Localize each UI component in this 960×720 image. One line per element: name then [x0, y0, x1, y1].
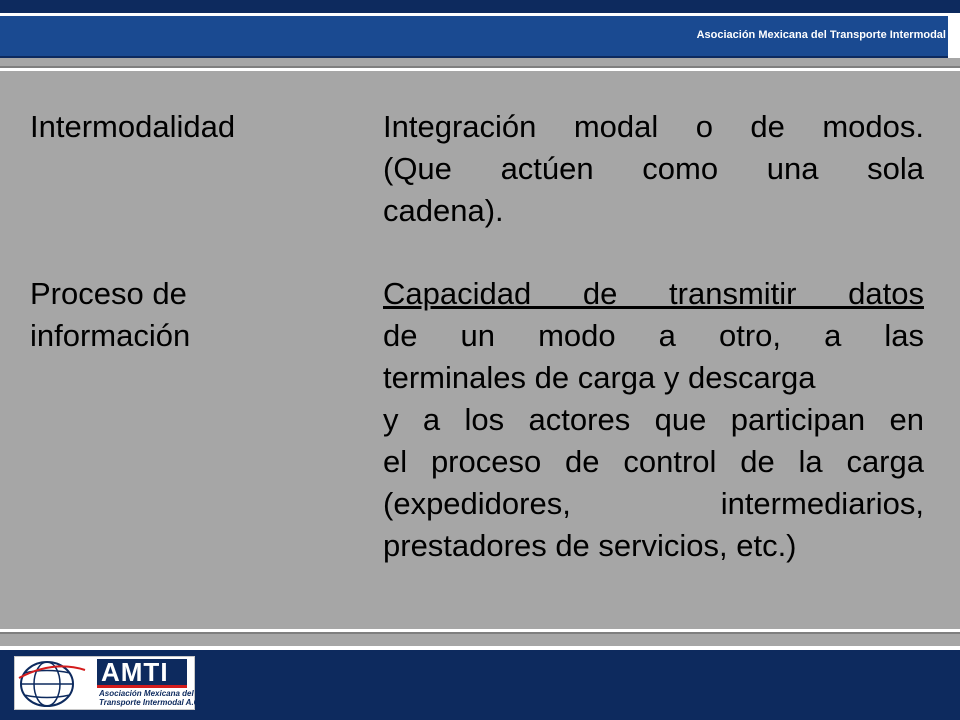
- definition-line: (expedidores, intermediarios,: [383, 486, 924, 521]
- term-intermodalidad: [30, 106, 235, 148]
- logo-acronym-block: [97, 659, 187, 688]
- organization-name: Asociación Mexicana del Transporte Intermodal: [696, 29, 946, 41]
- lower-rule-shadow: [0, 632, 960, 634]
- term-line: Proceso de: [30, 276, 187, 311]
- definition-line-underlined: Capacidad de transmitir datos: [383, 276, 924, 311]
- logo-subtitle-line: Asociación Mexicana del: [99, 689, 194, 698]
- definition-proceso-de-informacion: [383, 273, 924, 567]
- definition-line: el proceso de control de la carga: [383, 444, 924, 479]
- term-line: información: [30, 318, 191, 353]
- logo-acronym: AMTI: [101, 657, 169, 687]
- header-bar-edge: [948, 16, 960, 58]
- amti-logo: [14, 656, 202, 710]
- definition-line: prestadores de servicios, etc.): [383, 528, 797, 563]
- definition-line: y a los actores que participan en: [383, 402, 924, 437]
- definition-line: Integración modal o de modos.: [383, 109, 924, 144]
- logo-subtitle-line: Transporte Intermodal A.C.: [99, 698, 202, 707]
- logo-subtitle: [99, 689, 202, 707]
- definition-line: terminales de carga y descarga: [383, 360, 816, 395]
- definition-line: (Que actúen como una sola: [383, 151, 924, 186]
- definition-line: cadena).: [383, 193, 504, 228]
- definition-intermodalidad: [383, 106, 924, 232]
- term-line: Intermodalidad: [30, 109, 236, 144]
- term-proceso-de-informacion: [30, 273, 190, 357]
- header-top-band: [0, 0, 960, 13]
- definition-line: de un modo a otro, a las: [383, 318, 924, 353]
- upper-rule: [0, 68, 960, 71]
- globe-icon: [17, 658, 87, 708]
